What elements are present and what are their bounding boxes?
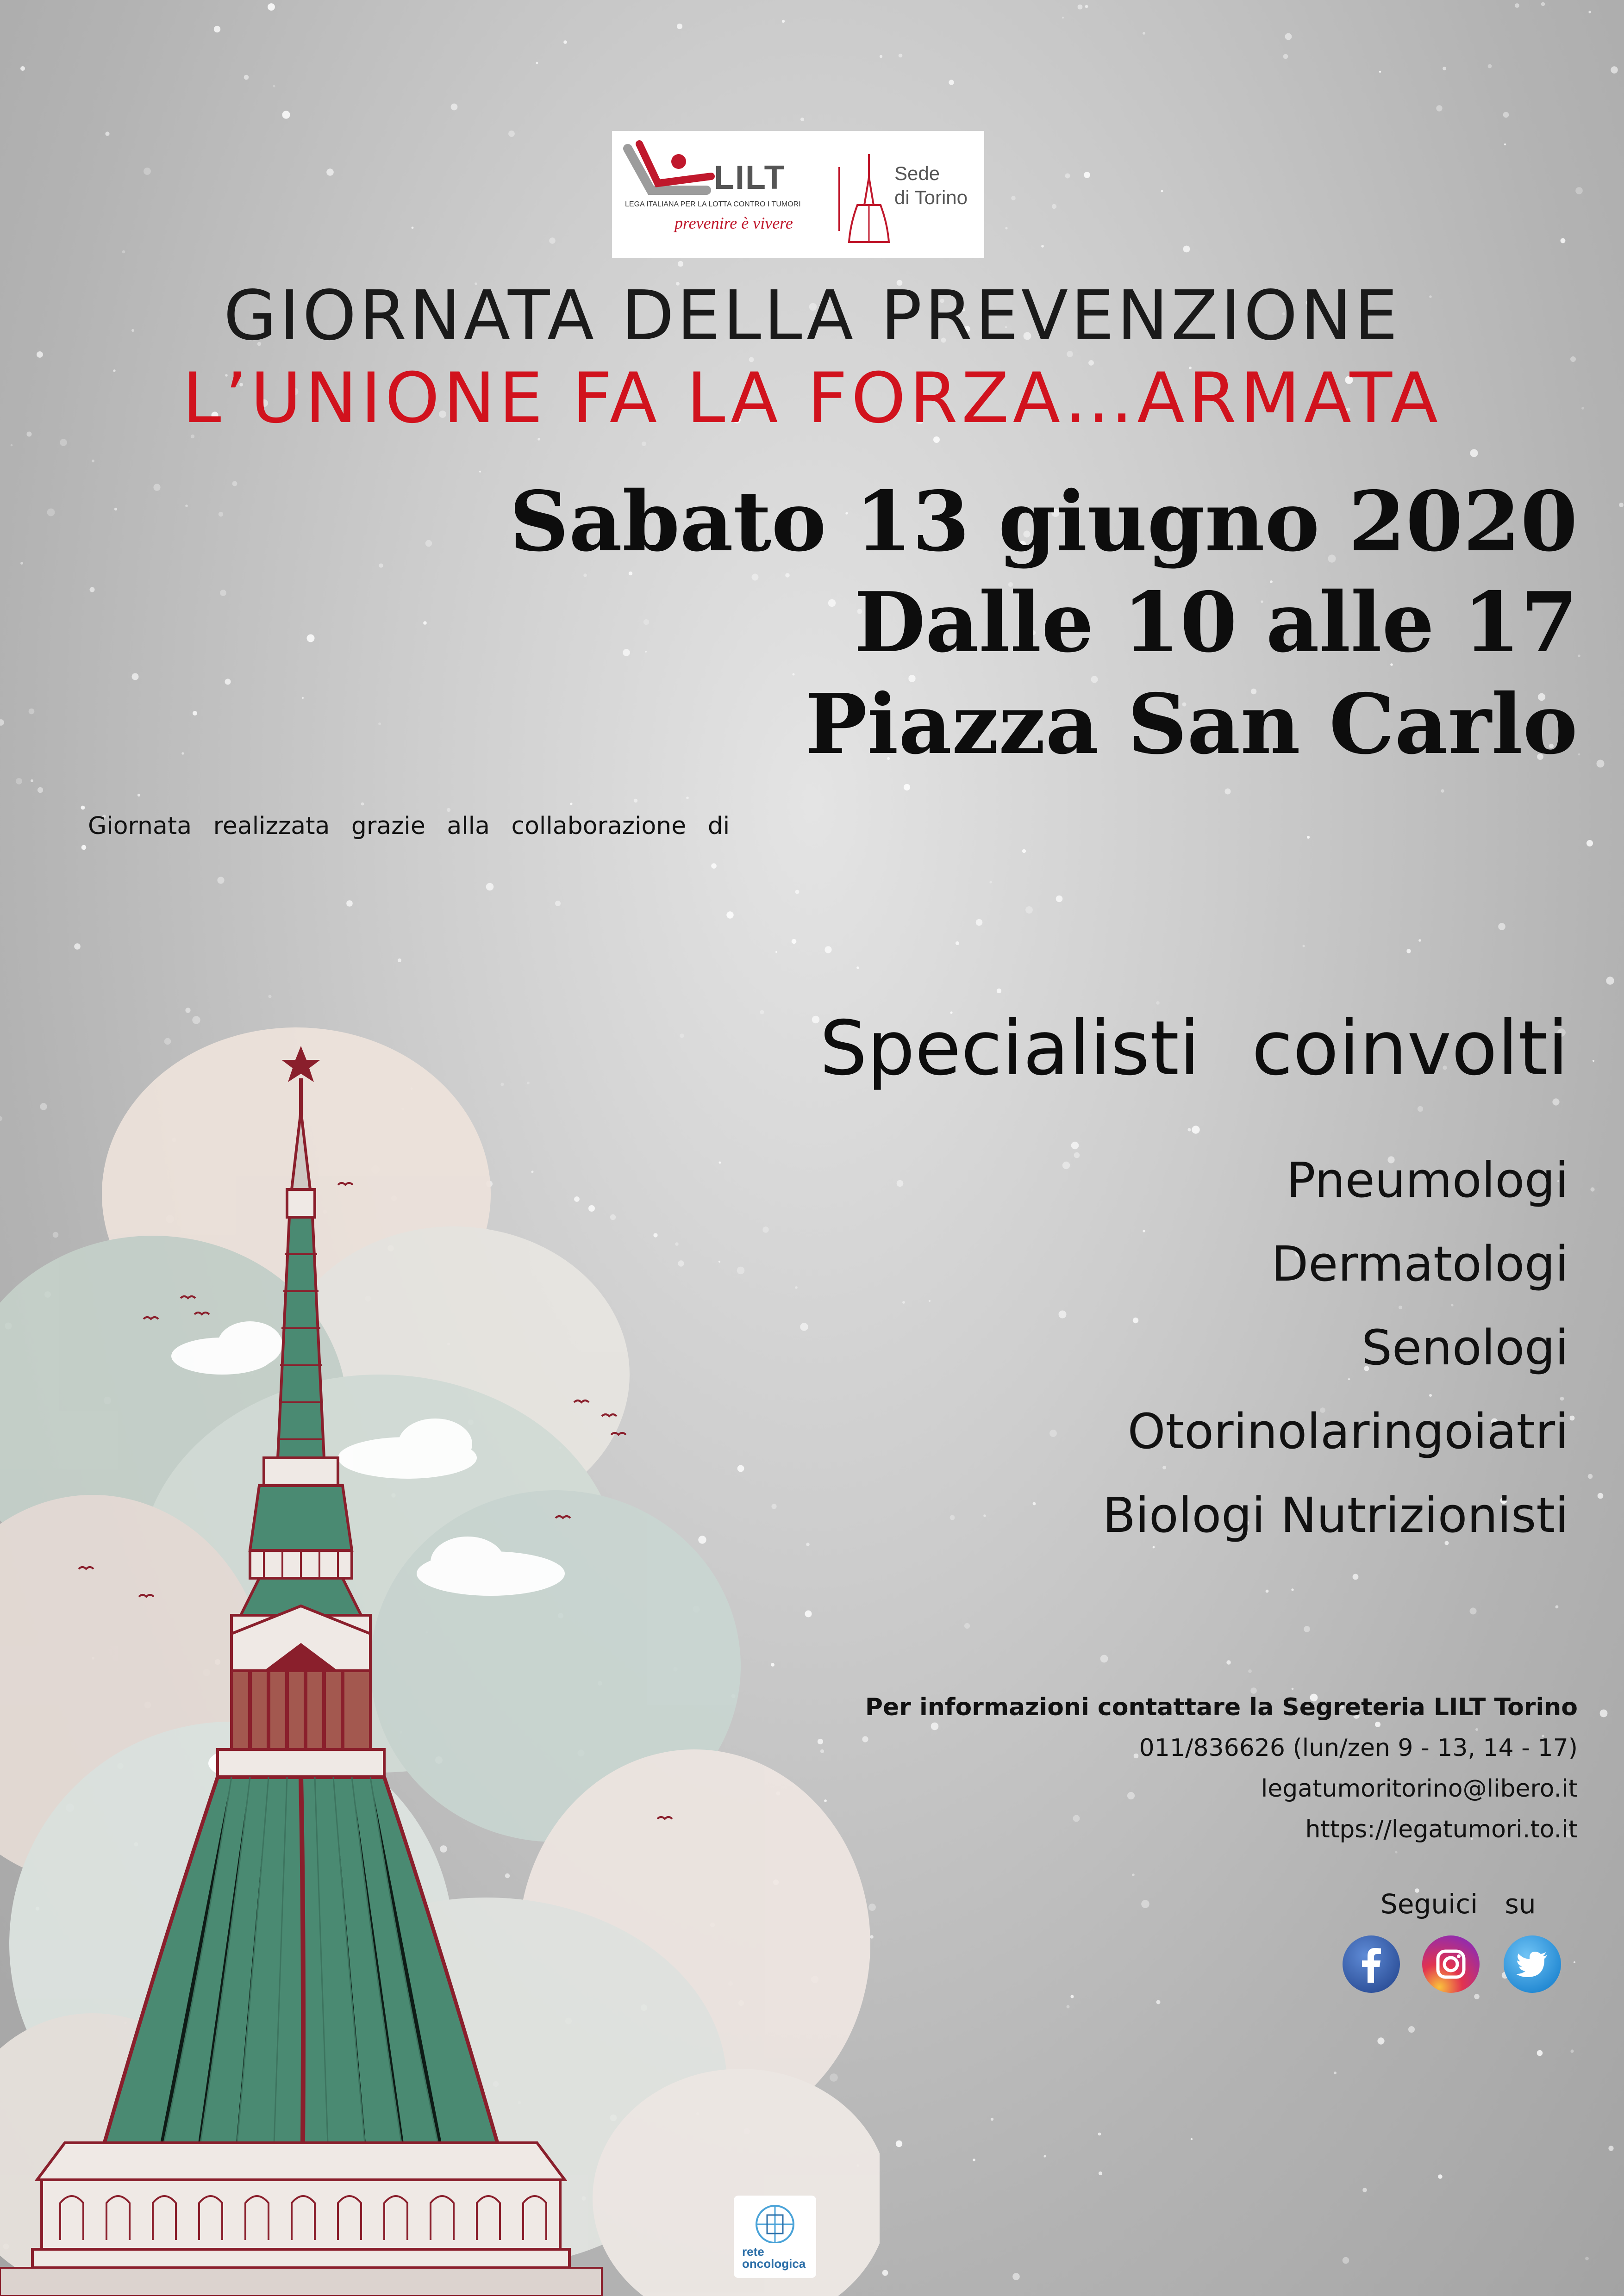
snow-particle <box>785 573 790 578</box>
snow-particle <box>1555 1605 1559 1609</box>
snow-particle <box>378 722 381 725</box>
snow-particle <box>1043 2155 1046 2157</box>
snow-particle <box>1585 2257 1589 2260</box>
snow-particle <box>1025 906 1033 914</box>
snow-particle <box>964 1623 970 1629</box>
snow-particle <box>824 946 831 953</box>
contact-phone: 011/836626 (lun/zen 9 - 13, 14 - 17) <box>1139 1734 1578 1762</box>
snow-particle <box>1062 1162 1070 1169</box>
snow-particle <box>902 1301 905 1304</box>
facebook-icon[interactable] <box>1342 1935 1401 1994</box>
snow-particle <box>1470 449 1478 457</box>
snow-particle <box>1441 789 1444 792</box>
snow-particle <box>634 799 637 803</box>
snow-particle <box>1395 1851 1397 1853</box>
snow-particle <box>1498 923 1505 930</box>
snow-particle <box>220 590 226 596</box>
event-place: Piazza San Carlo <box>805 676 1578 772</box>
snow-particle <box>1226 1660 1230 1664</box>
collaboration-text: Giornata realizzata grazie alla collaborazione di <box>88 812 730 840</box>
snow-particle <box>1588 1474 1593 1479</box>
snow-particle <box>904 784 910 790</box>
snow-particle <box>16 778 22 784</box>
snow-particle <box>1098 2133 1101 2136</box>
snow-particle <box>1343 2257 1349 2264</box>
snow-particle <box>1070 1995 1074 1998</box>
follow-us-label: Seguici su <box>1380 1888 1536 1920</box>
snow-particle <box>1379 71 1381 73</box>
snow-particle <box>1590 1187 1594 1191</box>
snow-particle <box>90 587 95 592</box>
mole-antonelliana-illustration <box>0 995 880 2296</box>
event-slogan: L’UNIONE FA LA FORZA…ARMATA <box>182 358 1442 439</box>
snow-particle <box>549 237 556 244</box>
snow-particle <box>1504 143 1506 145</box>
snow-particle <box>114 508 117 510</box>
snow-particle <box>1570 1416 1575 1421</box>
snow-particle <box>31 779 33 782</box>
snow-particle <box>282 111 290 118</box>
snow-particle <box>1067 2005 1070 2009</box>
snow-particle <box>828 599 836 607</box>
snow-particle <box>1049 1430 1057 1437</box>
snow-particle <box>1059 1311 1067 1319</box>
specialists-heading: Specialisti coinvolti <box>819 1005 1568 1092</box>
snow-particle <box>11 444 13 447</box>
snow-particle <box>244 75 249 80</box>
snow-particle <box>1377 2037 1384 2044</box>
snow-particle <box>1100 1655 1108 1663</box>
snow-particle <box>20 562 23 565</box>
snow-particle <box>976 919 983 926</box>
snow-particle <box>536 62 538 64</box>
snow-particle <box>225 679 231 685</box>
snow-particle <box>1606 977 1614 984</box>
lilt-subtitle: LEGA ITALIANA PER LA LOTTA CONTRO I TUMORI <box>625 200 801 208</box>
snow-particle <box>273 85 275 87</box>
snow-particle <box>423 621 427 625</box>
snow-particle <box>1537 2050 1543 2056</box>
snow-particle <box>1515 3 1519 8</box>
snow-particle <box>880 55 882 58</box>
snow-particle <box>451 104 458 111</box>
snow-particle <box>1593 1060 1594 1062</box>
snow-particle <box>1156 2000 1161 2004</box>
specialists-list <box>1103 1139 1568 1557</box>
snow-particle <box>775 951 777 953</box>
snow-particle <box>1470 1608 1477 1615</box>
snow-particle <box>217 877 224 884</box>
snow-particle <box>219 512 223 516</box>
snow-particle <box>1192 1126 1199 1133</box>
snow-particle <box>897 1180 904 1187</box>
snow-particle <box>899 54 903 58</box>
snow-particle <box>677 24 682 29</box>
specialist-item: Pneumologi <box>1286 1152 1568 1208</box>
contact-email[interactable]: legatumoritorino@libero.it <box>1261 1775 1578 1803</box>
snow-particle <box>563 40 567 44</box>
snow-particle <box>1266 1590 1269 1593</box>
snow-particle <box>1608 2146 1613 2151</box>
lilt-logo <box>612 131 984 258</box>
snow-particle <box>1161 190 1163 193</box>
snow-particle <box>137 794 140 796</box>
snow-particle <box>144 168 151 175</box>
snow-particle <box>1570 2049 1574 2053</box>
snow-particle <box>726 911 733 918</box>
snow-particle <box>398 958 401 962</box>
snow-particle <box>47 509 55 516</box>
snow-particle <box>1078 5 1083 10</box>
rete-oncologica-logo <box>734 2196 816 2278</box>
snow-particle <box>92 460 94 462</box>
snow-particle <box>949 80 954 85</box>
snow-particle <box>583 573 587 577</box>
snow-particle <box>1418 939 1421 942</box>
snow-particle <box>950 1515 955 1520</box>
snow-particle <box>1307 836 1310 839</box>
snow-particle <box>105 131 109 136</box>
snow-particle <box>81 806 85 810</box>
snow-particle <box>1143 32 1145 35</box>
snow-particle <box>1191 2138 1193 2140</box>
snow-particle <box>956 941 959 945</box>
snow-particle <box>1443 67 1446 70</box>
snow-particle <box>1436 105 1442 111</box>
snow-particle <box>1578 753 1580 756</box>
snow-particle <box>643 619 649 625</box>
snow-particle <box>81 845 87 850</box>
snow-particle <box>232 481 237 486</box>
snow-particle <box>1041 245 1044 248</box>
snow-particle <box>1600 1710 1608 1717</box>
snow-particle <box>1084 172 1090 178</box>
snow-particle <box>1561 238 1566 243</box>
snow-particle <box>929 1300 931 1302</box>
snow-particle <box>1071 1142 1079 1150</box>
snow-particle <box>1099 2172 1102 2175</box>
snow-particle <box>1488 64 1492 68</box>
snow-particle <box>1074 1152 1080 1158</box>
snow-particle <box>1302 945 1305 947</box>
snow-particle <box>1187 1128 1191 1131</box>
snow-particle <box>153 484 160 491</box>
snow-particle <box>1183 246 1190 253</box>
snow-particle <box>508 131 515 137</box>
snow-particle <box>989 881 992 883</box>
event-date: Sabato 13 giugno 2020 <box>509 473 1578 570</box>
snow-particle <box>1141 1900 1149 1908</box>
snow-particle <box>645 651 647 653</box>
specialist-item: Senologi <box>1362 1319 1568 1376</box>
snow-particle <box>570 803 572 805</box>
snow-particle <box>1225 789 1231 795</box>
snow-particle <box>795 890 800 894</box>
sede-label <box>894 162 968 210</box>
snow-particle <box>1283 54 1288 59</box>
snow-particle <box>1062 17 1064 19</box>
snow-particle <box>486 883 494 891</box>
snow-particle <box>555 901 561 906</box>
snow-particle <box>983 1514 986 1517</box>
snow-particle <box>792 939 797 944</box>
sede-line-2: di Torino <box>894 187 968 208</box>
snow-particle <box>37 787 43 793</box>
snow-particle <box>1575 187 1583 194</box>
snow-particle <box>193 711 197 716</box>
contact-title: Per informazioni contattare la Segreteria LILT Torino <box>865 1693 1578 1721</box>
snow-particle <box>1598 1493 1604 1499</box>
snow-particle <box>29 709 35 715</box>
logo-divider <box>838 167 840 231</box>
snow-particle <box>181 752 184 754</box>
snow-particle <box>1353 1574 1359 1580</box>
snow-particle <box>1022 849 1026 853</box>
snow-particle <box>1578 654 1580 657</box>
snow-particle <box>1005 227 1007 229</box>
mole-logo-icon <box>848 154 890 247</box>
snow-particle <box>60 439 67 446</box>
event-title: GIORNATA DELLA PREVENZIONE <box>223 276 1401 355</box>
snow-particle <box>1052 204 1056 209</box>
snow-particle <box>793 673 795 676</box>
snow-particle <box>185 504 188 507</box>
snow-particle <box>0 719 4 726</box>
snow-particle <box>1085 5 1088 8</box>
lilt-emblem-icon <box>618 139 716 199</box>
twitter-icon[interactable] <box>1503 1935 1562 1994</box>
snow-particle <box>1291 1588 1293 1591</box>
snow-particle <box>1611 66 1618 73</box>
snow-particle <box>1056 896 1063 902</box>
snow-particle <box>1438 2174 1442 2178</box>
lilt-wordmark: LILT <box>714 159 786 196</box>
snow-particle <box>1011 196 1016 200</box>
event-time: Dalle 10 alle 17 <box>854 574 1578 671</box>
rete-line-2: oncologica <box>742 2257 806 2271</box>
snow-particle <box>326 168 334 176</box>
snow-particle <box>1503 112 1509 118</box>
snow-particle <box>1408 2026 1415 2033</box>
snow-particle <box>74 943 81 950</box>
snow-particle <box>346 900 353 907</box>
snow-particle <box>1588 11 1591 13</box>
snow-particle <box>1587 840 1593 846</box>
snow-particle <box>122 250 125 254</box>
snow-particle <box>1474 1994 1480 1999</box>
snow-particle <box>1552 1098 1559 1105</box>
snow-particle <box>1285 33 1292 40</box>
snow-particle <box>1156 1001 1160 1005</box>
snow-particle <box>629 572 632 575</box>
specialist-item: Otorinolaringoiatri <box>1127 1403 1568 1460</box>
snow-particle <box>132 673 139 680</box>
snow-particle <box>1033 1502 1036 1506</box>
snow-particle <box>686 796 689 799</box>
snow-particle <box>678 261 683 267</box>
snow-particle <box>973 2159 975 2161</box>
specialist-item: Biologi Nutrizionisti <box>1102 1487 1568 1543</box>
snow-particle <box>302 697 304 699</box>
snow-particle <box>997 989 1001 993</box>
rete-oncologica-emblem-icon <box>748 2201 802 2243</box>
snow-particle <box>1065 174 1070 179</box>
snow-particle <box>1132 1873 1135 1876</box>
snow-particle <box>447 808 450 812</box>
snow-particle <box>711 863 717 869</box>
snow-particle <box>1574 1961 1575 1963</box>
snow-particle <box>361 803 364 806</box>
snow-particle <box>856 966 859 969</box>
snow-particle <box>896 2140 902 2147</box>
snow-particle <box>1362 2188 1367 2192</box>
contact-info <box>865 1687 1578 1850</box>
snow-particle <box>268 3 275 11</box>
specialist-item: Dermatologi <box>1271 1236 1568 1292</box>
snow-particle <box>307 635 315 642</box>
snow-particle <box>20 66 25 71</box>
snow-particle <box>1248 1669 1252 1673</box>
snow-particle <box>1418 1106 1423 1112</box>
sede-line-1: Sede <box>894 162 940 184</box>
snow-particle <box>1619 503 1624 507</box>
snow-particle <box>800 118 804 121</box>
contact-website[interactable]: https://legatumori.to.it <box>1305 1816 1578 1843</box>
snow-particle <box>479 471 481 473</box>
snow-particle <box>782 20 785 23</box>
snow-particle <box>425 540 432 547</box>
snow-particle <box>752 574 759 581</box>
snow-particle <box>991 2118 993 2121</box>
rete-line-1: rete <box>742 2245 764 2259</box>
snow-particle <box>1012 2273 1020 2280</box>
snow-particle <box>1334 2072 1337 2074</box>
snow-particle <box>412 227 414 229</box>
snow-particle <box>1406 949 1411 953</box>
snow-particle <box>214 26 220 32</box>
instagram-icon[interactable] <box>1421 1935 1480 1994</box>
snow-particle <box>379 563 383 567</box>
snow-particle <box>1541 2 1545 6</box>
snow-particle <box>882 2270 888 2276</box>
lilt-tagline: prevenire è vivere <box>675 214 793 232</box>
snow-particle <box>1597 760 1605 768</box>
snow-particle <box>642 442 646 446</box>
snow-particle <box>1304 1626 1310 1632</box>
snow-particle <box>623 649 630 656</box>
